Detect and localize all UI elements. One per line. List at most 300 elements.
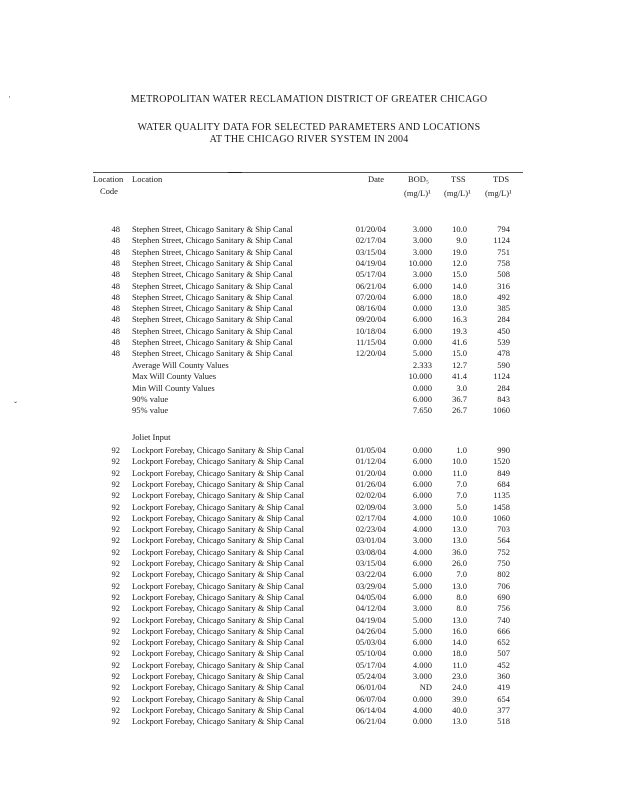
bod-value: 6.000 [412,325,432,336]
tds-value: 452 [497,659,510,670]
location-code: 48 [111,257,120,268]
report-title-line-2: AT THE CHICAGO RIVER SYSTEM IN 2004 [209,134,409,145]
bod-value: 3.000 [412,269,432,280]
col-header-bod: BOD₅ [408,174,429,184]
location-name: Lockport Forebay, Chicago Sanitary & Ship Canal [132,456,305,467]
sample-date: 08/16/04 [355,303,386,314]
location-name: Stephen Street, Chicago Sanitary & Ship Canal [132,348,293,359]
sample-date: 07/20/04 [355,291,386,302]
location-code: 92 [111,546,120,557]
location-code: 48 [111,325,120,336]
summary-label: 95% value [132,405,169,416]
sample-date: 02/17/04 [355,235,386,246]
tss-value: 15.0 [452,348,467,359]
tds-value: 740 [497,614,510,625]
tss-value: 13.0 [452,716,467,727]
location-name: Stephen Street, Chicago Sanitary & Ship Canal [132,325,293,336]
tss-value: 7.0 [456,490,467,501]
location-code: 48 [111,224,120,234]
bod-value: 6.000 [412,280,432,291]
tss-value: 13.0 [452,614,467,625]
location-code: 48 [111,303,120,314]
summary-row [0,394,618,405]
table-row [0,660,618,671]
bod-value: 4.000 [412,512,432,523]
table-row [0,479,618,490]
table-row [0,468,618,479]
sample-date: 05/24/04 [355,671,386,681]
bod-value: 4.000 [412,704,432,715]
location-name: Stephen Street, Chicago Sanitary & Ship Canal [132,291,293,302]
location-code: 48 [111,348,120,359]
tss-value: 8.0 [456,591,467,602]
location-code: 92 [111,603,120,614]
tds-value: 654 [497,693,510,704]
location-name: Lockport Forebay, Chicago Sanitary & Ship Canal [132,693,305,704]
bod-value: 6.000 [412,393,432,404]
bod-value: 4.000 [412,524,432,535]
table-row [0,716,618,727]
bod-value: 6.000 [412,291,432,302]
report-title-line-1: WATER QUALITY DATA FOR SELECTED PARAMETERS AND LOCATIONS [137,122,481,133]
location-name: Lockport Forebay, Chicago Sanitary & Ship Canal [132,614,305,625]
table-row [0,547,618,558]
bod-value: 3.000 [412,224,432,234]
sample-date: 03/22/04 [355,569,386,580]
table-row [0,337,618,348]
tds-value: 843 [497,393,510,404]
bod-value: 0.000 [412,693,432,704]
tss-value: 10.0 [452,512,467,523]
location-code: 48 [111,235,120,246]
summary-label: 90% value [132,393,169,404]
bod-value: 6.000 [412,569,432,580]
sample-date: 06/01/04 [355,682,386,693]
bod-value: 3.000 [412,603,432,614]
bod-value: 4.000 [412,659,432,670]
bod-value: 6.000 [412,637,432,648]
location-name: Lockport Forebay, Chicago Sanitary & Ship Canal [132,569,305,580]
location-name: Lockport Forebay, Chicago Sanitary & Ship Canal [132,603,305,614]
sample-date: 06/21/04 [355,716,386,727]
tds-value: 752 [497,546,510,557]
tds-value: 758 [497,257,510,268]
tss-value: 9.0 [456,235,467,246]
location-name: Stephen Street, Chicago Sanitary & Ship Canal [132,314,293,325]
tds-value: 706 [497,580,510,591]
tss-value: 13.0 [452,535,467,546]
tss-value: 41.4 [452,371,467,382]
sample-date: 01/20/04 [355,224,386,234]
tds-value: 802 [497,569,510,580]
location-code: 48 [111,280,120,291]
bod-value: 0.000 [412,445,432,455]
sample-date: 04/26/04 [355,625,386,636]
tds-value: 690 [497,591,510,602]
table-row [0,258,618,269]
location-name: Lockport Forebay, Chicago Sanitary & Ship Canal [132,704,305,715]
tss-value: 14.0 [452,637,467,648]
col-header-tss: TSS [451,174,466,184]
sample-date: 01/26/04 [355,478,386,489]
tds-value: 794 [497,224,510,234]
tds-value: 284 [497,314,510,325]
location-name: Lockport Forebay, Chicago Sanitary & Ship Canal [132,648,305,659]
table-row [0,292,618,303]
bod-value: 0.000 [412,467,432,478]
group-label-joliet: Joliet Input [132,432,171,442]
summary-label: Min Will County Values [132,382,215,393]
tss-value: 1.0 [456,445,467,455]
bod-value: 0.000 [412,382,432,393]
table-row [0,490,618,501]
sample-date: 06/21/04 [355,280,386,291]
tss-value: 24.0 [452,682,467,693]
header-rule [93,172,523,173]
tds-value: 1135 [493,490,510,501]
sample-date: 04/19/04 [355,257,386,268]
scan-mark: ˇ [14,400,17,410]
bod-value: 5.000 [412,614,432,625]
bod-value: 10.000 [408,371,432,382]
table-row [0,603,618,614]
tss-value: 5.0 [456,501,467,512]
location-name: Lockport Forebay, Chicago Sanitary & Ship Canal [132,671,305,681]
summary-row [0,405,618,416]
bod-value: 6.000 [412,456,432,467]
tss-value: 10.0 [452,224,467,234]
location-code: 92 [111,693,120,704]
bod-value: 6.000 [412,314,432,325]
tds-value: 492 [497,291,510,302]
tss-value: 36.0 [452,546,467,557]
location-code: 92 [111,445,120,455]
sample-date: 09/20/04 [355,314,386,325]
table-row [0,314,618,325]
location-code: 92 [111,490,120,501]
table-row [0,558,618,569]
bod-value: 3.000 [412,671,432,681]
location-name: Lockport Forebay, Chicago Sanitary & Ship Canal [132,591,305,602]
location-code: 48 [111,291,120,302]
tds-value: 751 [497,246,510,257]
sample-date: 05/17/04 [355,269,386,280]
location-code: 92 [111,478,120,489]
sample-date: 04/19/04 [355,614,386,625]
location-name: Stephen Street, Chicago Sanitary & Ship Canal [132,269,293,280]
location-code: 92 [111,580,120,591]
tss-value: 36.7 [452,393,467,404]
sample-date: 11/15/04 [356,337,386,347]
location-code: 92 [111,591,120,602]
tss-value: 7.0 [456,478,467,489]
table-row [0,705,618,716]
sample-date: 06/07/04 [355,693,386,704]
location-name: Lockport Forebay, Chicago Sanitary & Ship Canal [132,512,305,523]
table-row [0,626,618,637]
table-row [0,326,618,337]
location-code: 92 [111,716,120,727]
table-row [0,348,618,359]
bod-value: 2.333 [412,360,432,370]
tds-value: 849 [497,467,510,478]
tds-value: 1124 [493,371,510,382]
bod-value: 7.650 [412,405,432,416]
tds-value: 684 [497,478,510,489]
bod-value: 3.000 [412,501,432,512]
table-row [0,535,618,546]
bod-value: 5.000 [412,625,432,636]
table-row [0,694,618,705]
location-code: 92 [111,501,120,512]
col-header-location: Location [132,174,163,184]
location-code: 92 [111,671,120,681]
location-code: 48 [111,269,120,280]
sample-date: 04/12/04 [355,603,386,614]
bod-value: 6.000 [412,490,432,501]
tss-value: 10.0 [452,456,467,467]
tss-value: 19.0 [452,246,467,257]
location-code: 92 [111,659,120,670]
tds-value: 539 [497,337,510,347]
location-code: 92 [111,512,120,523]
location-name: Lockport Forebay, Chicago Sanitary & Ship Canal [132,716,305,727]
tss-value: 11.0 [452,467,467,478]
sample-date: 01/05/04 [355,445,386,455]
sample-date: 02/09/04 [355,501,386,512]
bod-value: 5.000 [412,580,432,591]
location-code: 92 [111,524,120,535]
sample-date: 03/08/04 [355,546,386,557]
bod-value: 0.000 [412,648,432,659]
table-row [0,247,618,258]
table-row [0,524,618,535]
tss-value: 7.0 [456,569,467,580]
location-code: 48 [111,337,120,347]
tds-value: 450 [497,325,510,336]
location-name: Lockport Forebay, Chicago Sanitary & Ship Canal [132,580,305,591]
sample-date: 04/05/04 [355,591,386,602]
tds-value: 564 [497,535,510,546]
location-name: Lockport Forebay, Chicago Sanitary & Ship Canal [132,501,305,512]
tds-value: 508 [497,269,510,280]
tds-value: 703 [497,524,510,535]
tds-value: 385 [497,303,510,314]
location-name: Stephen Street, Chicago Sanitary & Ship Canal [132,337,293,347]
location-name: Lockport Forebay, Chicago Sanitary & Ship Canal [132,478,305,489]
col-header-tds-unit: (mg/L)¹ [485,188,512,198]
table-row [0,269,618,280]
col-header-tss-unit: (mg/L)¹ [444,188,471,198]
location-name: Lockport Forebay, Chicago Sanitary & Ship Canal [132,625,305,636]
table-row [0,637,618,648]
location-code: 92 [111,648,120,659]
tds-value: 652 [497,637,510,648]
location-name: Stephen Street, Chicago Sanitary & Ship Canal [132,246,293,257]
table-row [0,671,618,682]
sample-date: 03/15/04 [355,246,386,257]
location-name: Lockport Forebay, Chicago Sanitary & Ship Canal [132,558,305,568]
bod-value: 3.000 [412,535,432,546]
bod-value: 6.000 [412,478,432,489]
tds-value: 419 [497,682,510,693]
location-code: 48 [111,246,120,257]
scan-mark: · [8,92,11,102]
location-name: Lockport Forebay, Chicago Sanitary & Ship Canal [132,535,305,546]
tss-value: 19.3 [452,325,467,336]
sample-date: 05/17/04 [355,659,386,670]
tss-value: 40.0 [452,704,467,715]
location-code: 92 [111,637,120,648]
location-name: Stephen Street, Chicago Sanitary & Ship Canal [132,303,293,314]
tds-value: 1520 [493,456,510,467]
header-rule-accent [228,172,242,173]
tss-value: 18.0 [452,648,467,659]
tss-value: 39.0 [452,693,467,704]
tds-value: 666 [497,625,510,636]
tds-value: 590 [497,360,510,370]
location-code: 92 [111,456,120,467]
summary-label: Average Will County Values [132,360,229,370]
location-name: Lockport Forebay, Chicago Sanitary & Ship Canal [132,682,305,693]
location-name: Lockport Forebay, Chicago Sanitary & Ship Canal [132,637,305,648]
summary-row [0,371,618,382]
location-name: Stephen Street, Chicago Sanitary & Ship Canal [132,224,293,234]
bod-value: 0.000 [412,337,432,347]
table-row [0,682,618,693]
col-header-code: Location [93,174,124,184]
col-header-tds: TDS [493,174,510,184]
tds-value: 377 [497,704,510,715]
sample-date: 03/29/04 [355,580,386,591]
tds-value: 284 [497,382,510,393]
bod-value: 5.000 [412,348,432,359]
bod-value: 3.000 [412,235,432,246]
location-code: 92 [111,682,120,693]
summary-row [0,360,618,371]
tss-value: 16.3 [452,314,467,325]
col-header-date: Date [368,174,385,184]
tss-value: 41.6 [452,337,467,347]
tds-value: 316 [497,280,510,291]
location-name: Stephen Street, Chicago Sanitary & Ship Canal [132,235,293,246]
tds-value: 756 [497,603,510,614]
bod-value: 10.000 [408,257,432,268]
location-name: Lockport Forebay, Chicago Sanitary & Ship Canal [132,524,305,535]
col-header-bod-unit: (mg/L)¹ [404,188,431,198]
table-row [0,224,618,235]
tds-value: 478 [497,348,510,359]
sample-date: 05/10/04 [355,648,386,659]
tds-value: 518 [497,716,510,727]
tss-value: 26.7 [452,405,467,416]
summary-label: Max Will County Values [132,371,217,382]
sample-date: 06/14/04 [355,704,386,715]
organization-title: METROPOLITAN WATER RECLAMATION DISTRICT OF GREATER CHICAGO [130,94,488,105]
location-code: 92 [111,569,120,580]
tds-value: 1458 [493,501,510,512]
tds-value: 360 [497,671,510,681]
table-row [0,581,618,592]
col-header-code-2: Code [100,186,118,196]
tss-value: 12.7 [452,360,467,370]
tss-value: 3.0 [456,382,467,393]
sample-date: 02/02/04 [355,490,386,501]
tds-value: 507 [497,648,510,659]
table-row [0,502,618,513]
table-row [0,648,618,659]
table-row [0,513,618,524]
location-name: Lockport Forebay, Chicago Sanitary & Ship Canal [132,659,305,670]
tss-value: 15.0 [452,269,467,280]
sample-date: 12/20/04 [355,348,386,359]
table-row [0,445,618,456]
tss-value: 14.0 [452,280,467,291]
tds-value: 750 [497,558,510,568]
location-code: 92 [111,625,120,636]
location-name: Lockport Forebay, Chicago Sanitary & Ship Canal [132,467,305,478]
location-code: 92 [111,467,120,478]
location-code: 48 [111,314,120,325]
location-name: Lockport Forebay, Chicago Sanitary & Ship Canal [132,445,305,455]
sample-date: 02/23/04 [355,524,386,535]
bod-value: 0.000 [412,716,432,727]
tds-value: 990 [497,445,510,455]
tds-value: 1124 [493,235,510,246]
sample-date: 02/17/04 [355,512,386,523]
tss-value: 8.0 [456,603,467,614]
bod-value: 6.000 [412,591,432,602]
bod-value: 6.000 [412,558,432,568]
bod-value: 3.000 [412,246,432,257]
location-code: 92 [111,704,120,715]
tss-value: 26.0 [452,558,467,568]
sample-date: 03/15/04 [355,558,386,568]
tss-value: 18.0 [452,291,467,302]
tss-value: 23.0 [452,671,467,681]
location-code: 92 [111,535,120,546]
tss-value: 11.0 [452,659,467,670]
location-code: 92 [111,558,120,568]
tds-value: 1060 [493,512,510,523]
sample-date: 10/18/04 [355,325,386,336]
tss-value: 13.0 [452,303,467,314]
table-row [0,615,618,626]
tss-value: 13.0 [452,580,467,591]
tss-value: 16.0 [452,625,467,636]
table-row [0,235,618,246]
tss-value: 13.0 [452,524,467,535]
summary-row [0,383,618,394]
tds-value: 1060 [493,405,510,416]
location-name: Stephen Street, Chicago Sanitary & Ship Canal [132,257,293,268]
sample-date: 01/20/04 [355,467,386,478]
table-row [0,281,618,292]
sample-date: 03/01/04 [355,535,386,546]
location-name: Lockport Forebay, Chicago Sanitary & Ship Canal [132,490,305,501]
tss-value: 12.0 [452,257,467,268]
table-row [0,592,618,603]
table-row [0,569,618,580]
table-row [0,303,618,314]
location-code: 92 [111,614,120,625]
bod-value: 4.000 [412,546,432,557]
sample-date: 05/03/04 [355,637,386,648]
sample-date: 01/12/04 [355,456,386,467]
bod-value: ND [419,682,432,693]
bod-value: 0.000 [412,303,432,314]
location-name: Lockport Forebay, Chicago Sanitary & Ship Canal [132,546,305,557]
